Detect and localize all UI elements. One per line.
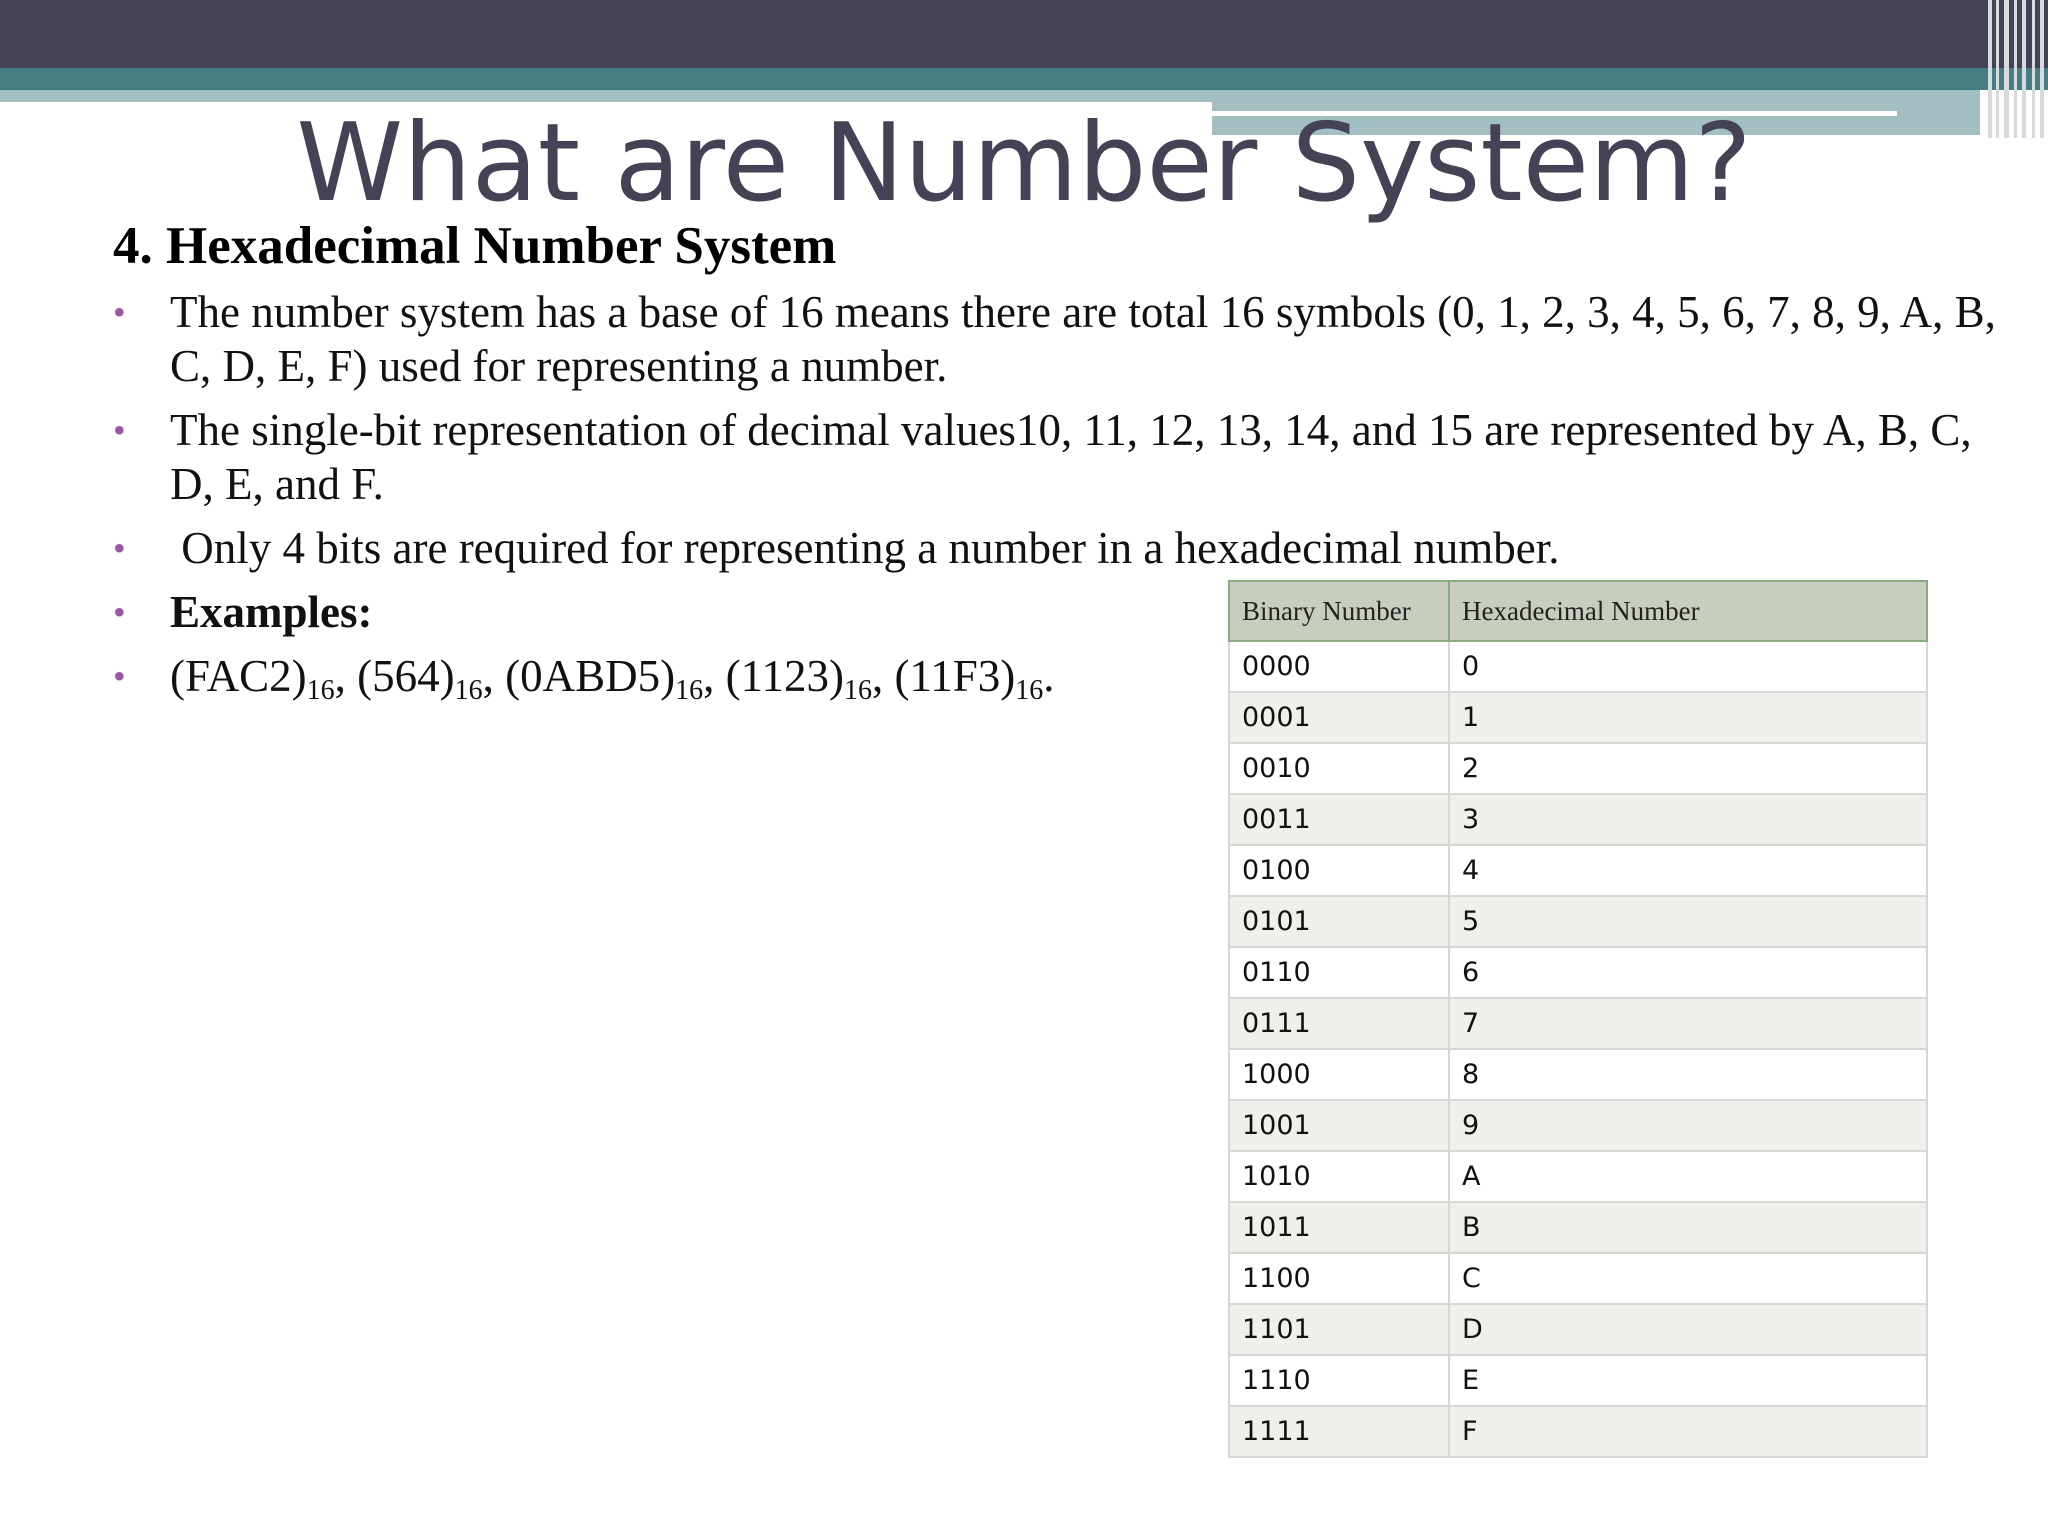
binary-cell: 0001 xyxy=(1229,692,1449,743)
example-value: (564) xyxy=(357,651,455,701)
table-row xyxy=(1229,998,1927,1049)
example-separator: , xyxy=(871,651,895,701)
table-row xyxy=(1229,794,1927,845)
binary-cell: 0100 xyxy=(1229,845,1449,896)
table-row xyxy=(1229,947,1927,998)
table-row xyxy=(1229,1202,1927,1253)
hex-cell: 1 xyxy=(1449,692,1927,743)
hex-cell: 2 xyxy=(1449,743,1927,794)
binary-cell: 1011 xyxy=(1229,1202,1449,1253)
hex-cell: 8 xyxy=(1449,1049,1927,1100)
binary-cell: 0010 xyxy=(1229,743,1449,794)
bullet-dot-icon: • xyxy=(113,292,126,332)
header-band-teal xyxy=(0,68,2048,90)
example-base: 16 xyxy=(454,675,483,706)
header-band-dark xyxy=(0,0,2048,68)
hex-cell: 5 xyxy=(1449,896,1927,947)
binary-hex-table xyxy=(1228,580,1928,1458)
binary-cell: 0111 xyxy=(1229,998,1449,1049)
example-value: (1123) xyxy=(725,651,844,701)
binary-cell: 0000 xyxy=(1229,641,1449,692)
slide-title: What are Number System? xyxy=(296,101,1752,226)
example-base: 16 xyxy=(1015,675,1044,706)
table-row xyxy=(1229,743,1927,794)
table-row xyxy=(1229,1355,1927,1406)
example-separator: , xyxy=(703,651,726,701)
bullet-item xyxy=(113,403,2003,511)
bullet-text-examples: Examples: xyxy=(170,587,373,637)
table-row xyxy=(1229,896,1927,947)
table-row xyxy=(1229,641,1927,692)
hex-cell: 7 xyxy=(1449,998,1927,1049)
binary-cell: 1000 xyxy=(1229,1049,1449,1100)
binary-cell: 1101 xyxy=(1229,1304,1449,1355)
table-body xyxy=(1229,641,1927,1457)
example-value: (0ABD5) xyxy=(505,651,676,701)
column-header-hex: Hexadecimal Number xyxy=(1449,581,1927,641)
binary-cell: 1110 xyxy=(1229,1355,1449,1406)
hex-cell: B xyxy=(1449,1202,1927,1253)
hex-cell: 3 xyxy=(1449,794,1927,845)
example-base: 16 xyxy=(675,675,704,706)
binary-cell: 0011 xyxy=(1229,794,1449,845)
hex-cell: E xyxy=(1449,1355,1927,1406)
table-header-row xyxy=(1229,581,1927,641)
bullet-text: Only 4 bits are required for representing a number in a hexadecimal number. xyxy=(170,523,1560,573)
bullet-text: The single-bit representation of decimal values10, 11, 12, 13, 14, and 15 are represented by A, B, C, D, E, and F. xyxy=(170,405,1972,509)
hex-cell: A xyxy=(1449,1151,1927,1202)
table-row xyxy=(1229,1049,1927,1100)
hex-cell: C xyxy=(1449,1253,1927,1304)
table-row xyxy=(1229,1151,1927,1202)
bullet-dot-icon: • xyxy=(113,592,126,632)
bullet-item-examples xyxy=(113,649,1220,706)
hex-cell: 0 xyxy=(1449,641,1927,692)
binary-cell: 0101 xyxy=(1229,896,1449,947)
hex-cell: 6 xyxy=(1449,947,1927,998)
table-row xyxy=(1229,1100,1927,1151)
example-separator: . xyxy=(1043,651,1055,701)
binary-cell: 1010 xyxy=(1229,1151,1449,1202)
binary-cell: 1100 xyxy=(1229,1253,1449,1304)
column-header-binary: Binary Number xyxy=(1229,581,1449,641)
example-base: 16 xyxy=(306,675,335,706)
hex-cell: 4 xyxy=(1449,845,1927,896)
table-row xyxy=(1229,1253,1927,1304)
hex-cell: F xyxy=(1449,1406,1927,1457)
example-separator: , xyxy=(334,651,358,701)
example-group xyxy=(170,651,1055,706)
binary-cell: 1111 xyxy=(1229,1406,1449,1457)
table-row xyxy=(1229,692,1927,743)
example-value: (FAC2) xyxy=(170,651,307,701)
bullet-dot-icon: • xyxy=(113,410,126,450)
example-base: 16 xyxy=(843,675,872,706)
table-row xyxy=(1229,1304,1927,1355)
hex-cell: D xyxy=(1449,1304,1927,1355)
example-separator: , xyxy=(482,651,506,701)
bullet-item xyxy=(113,521,2003,575)
hex-cell: 9 xyxy=(1449,1100,1927,1151)
bullet-text: The number system has a base of 16 means there are total 16 symbols (0, 1, 2, 3, 4, 5, 6, 7, 8, 9, A, B, C, D, E, F) used for representing a number. xyxy=(170,287,1996,391)
bullet-dot-icon: • xyxy=(113,656,126,696)
example-value: (11F3) xyxy=(894,651,1016,701)
table-row xyxy=(1229,1406,1927,1457)
table-row xyxy=(1229,845,1927,896)
bullet-item xyxy=(113,285,2003,393)
binary-cell: 1001 xyxy=(1229,1100,1449,1151)
bullet-dot-icon: • xyxy=(113,528,126,568)
binary-cell: 0110 xyxy=(1229,947,1449,998)
section-heading: 4. Hexadecimal Number System xyxy=(113,217,837,275)
